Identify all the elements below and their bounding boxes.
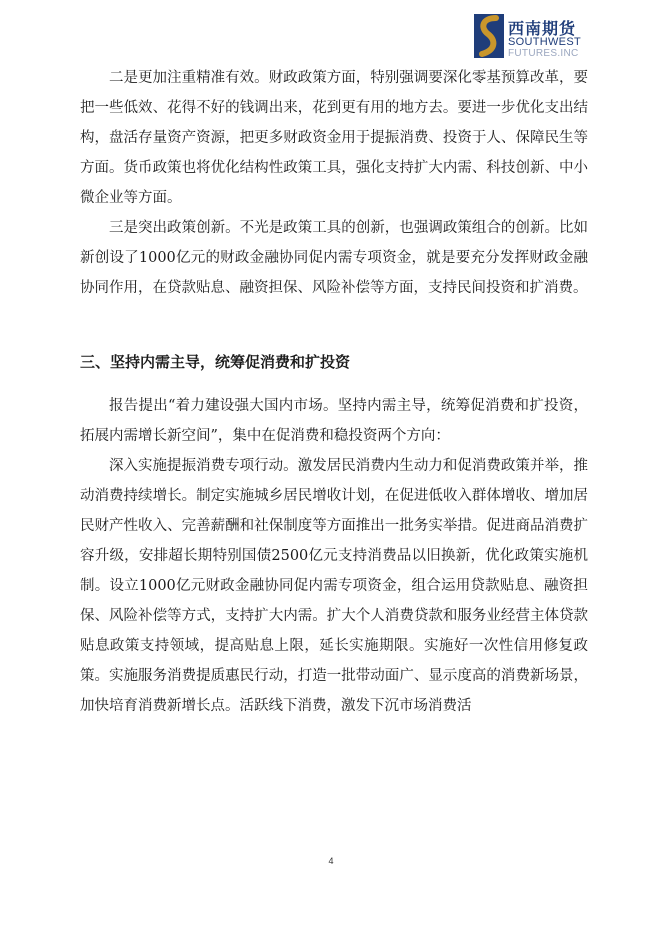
paragraph-report-summary: 报告提出“着力建设强大国内市场。坚持内需主导，统筹促消费和扩投资，拓展内需增长新空间”，集中在促消费和稳投资两个方向： [80,398,588,444]
document-body [80,63,588,721]
section-heading: 三、坚持内需主导，统筹促消费和扩投资 [80,353,351,371]
paragraph-innovation: 三是突出政策创新。不光是政策工具的创新，也强调政策组合的创新。比如新创设了1000亿元的财政金融协同促内需专项资金，就是要充分发挥财政金融协同作用，在贷款贴息、融资担保、风险补偿等方面，支持民间投资和扩消费。 [80,220,588,296]
logo-english-suffix: FUTURES.INC [508,48,579,59]
logo-mark-icon [474,14,504,58]
company-logo [474,14,590,60]
section-spacer [80,303,588,347]
paragraph-consumption-action: 深入实施提振消费专项行动。激发居民消费内生动力和促消费政策并举，推动消费持续增长。制定实施城乡居民增收计划，在促进低收入群体增收、增加居民财产性收入、完善薪酬和社保制度等方面推出一批务实举措。促进商品消费扩容升级，安排超长期特别国债2500亿元支持消费品以旧换新，优化政策实施机制。设立1000亿元财政金融协同促内需专项资金，组合运用贷款贴息、融资担保、风险补偿等方式，支持扩大内需。扩大个人消费贷款和服务业经营主体贷款贴息政策支持领域，提高贴息上限，延长实施期限。实施好一次性信用修复政策。实施服务消费提质惠民行动，打造一批带动面广、显示度高的消费新场景，加快培育消费新增长点。活跃线下消费，激发下沉市场消费活 [80,458,588,714]
paragraph-precision: 二是更加注重精准有效。财政政策方面，特别强调要深化零基预算改革，要把一些低效、花得不好的钱调出来，花到更有用的地方去。要进一步优化支出结构，盘活存量资产资源，把更多财政资金用于提振消费、投资于人、保障民生等方面。货币政策也将优化结构性政策工具，强化支持扩大内需、科技创新、中小微企业等方面。 [80,70,588,206]
page-number: 4 [328,856,334,866]
logo-english-name: SOUTHWEST [508,36,581,48]
logo-chinese-name: 西南期货 [508,19,577,38]
